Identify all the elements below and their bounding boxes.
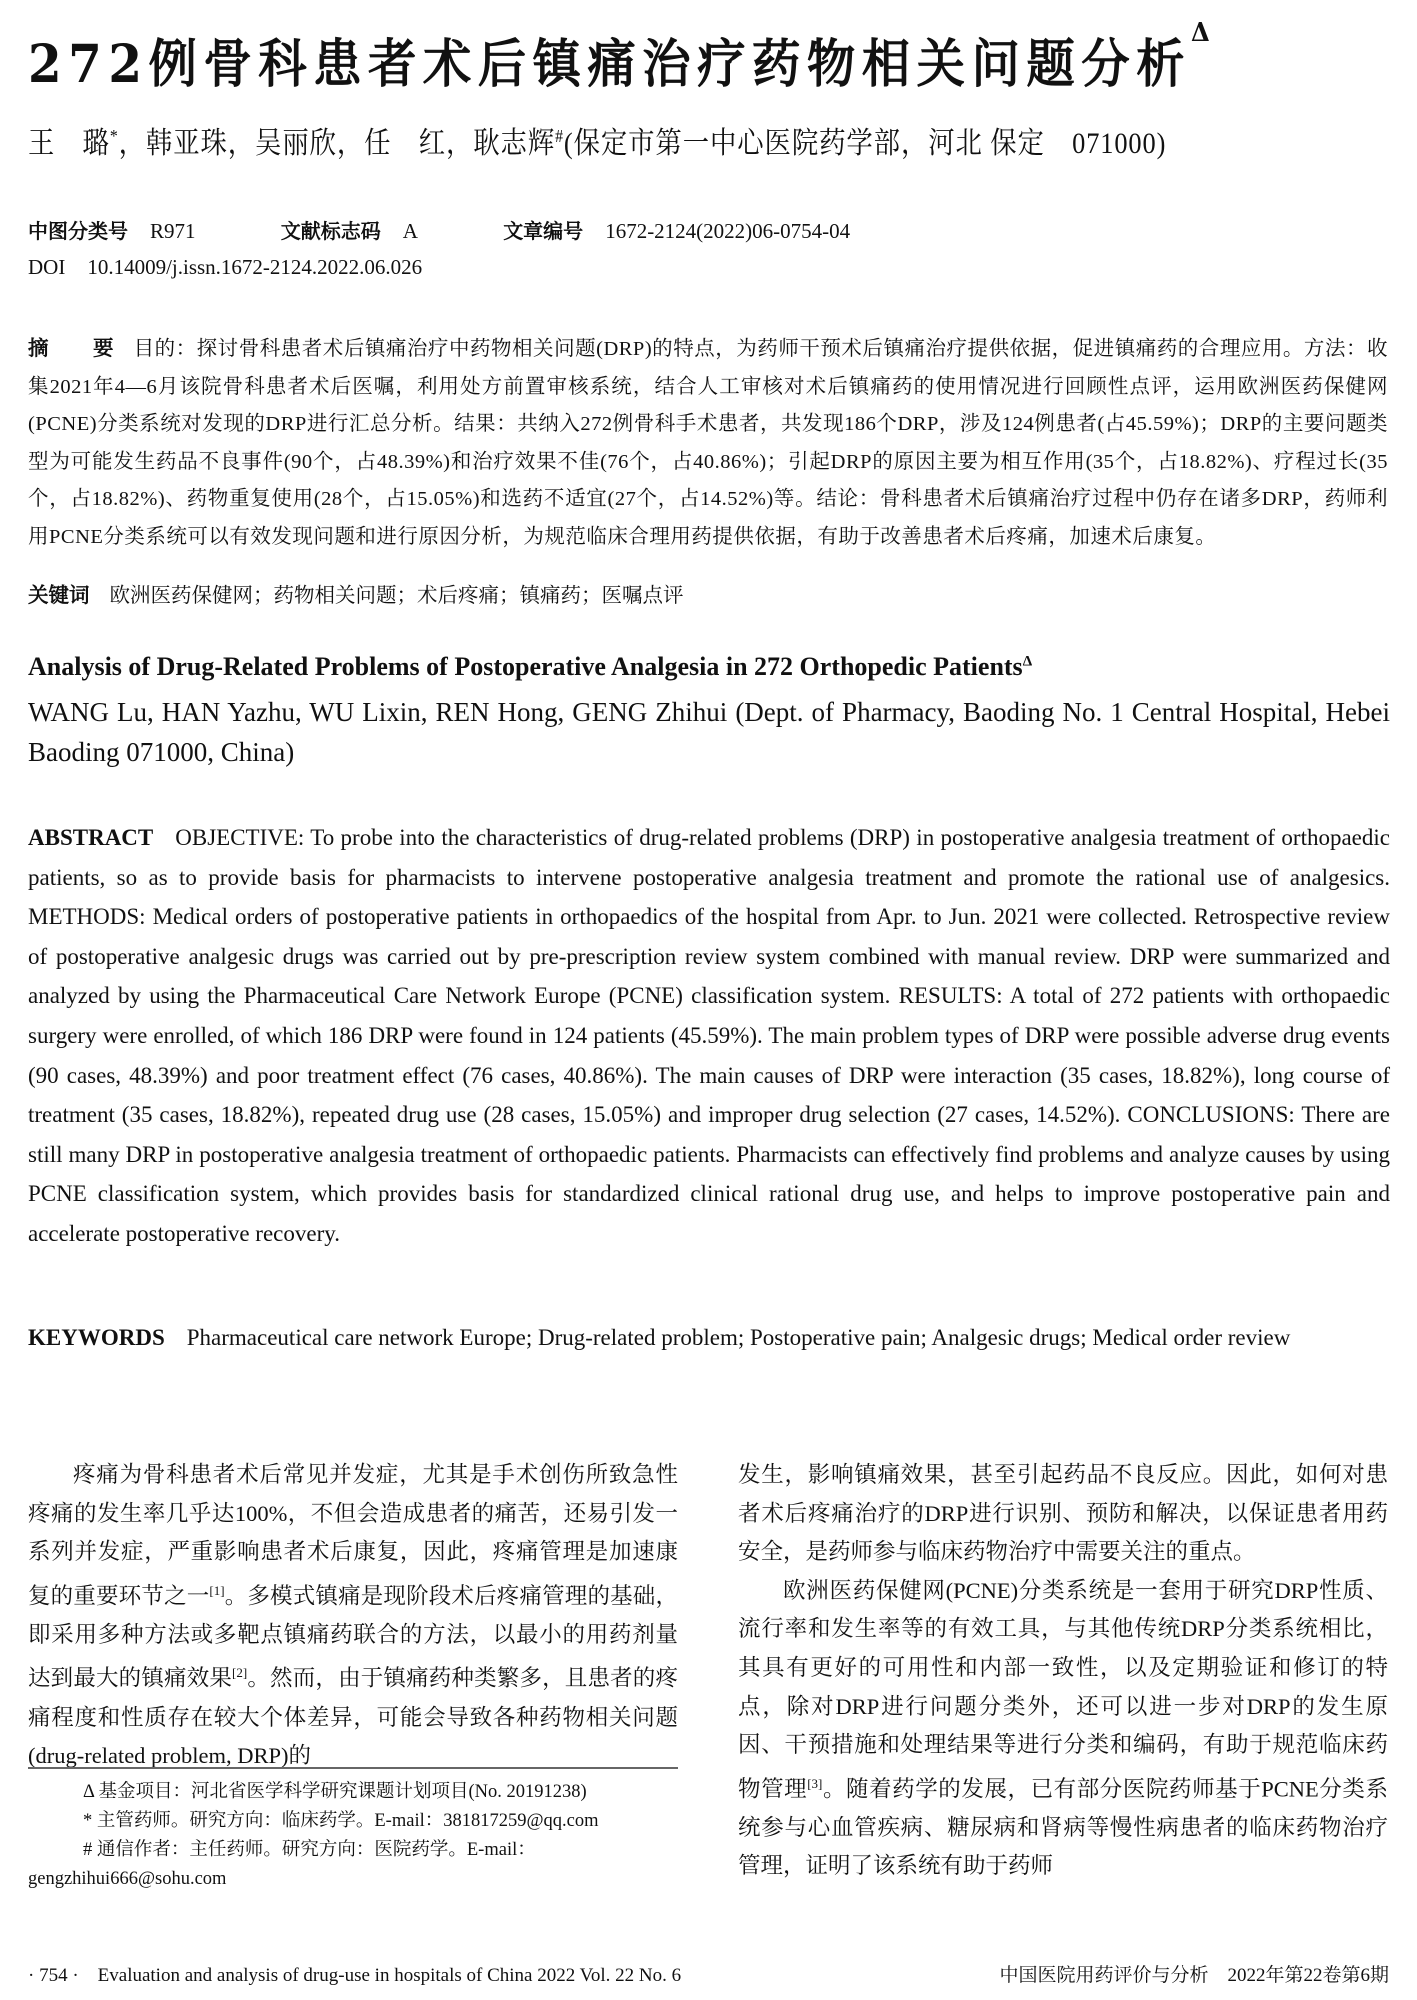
doc-code-label: 文献标志码 — [280, 219, 381, 243]
affiliation-cn: (保定市第一中心医院药学部，河北 保定 071000) — [563, 127, 1167, 160]
body-column-right — [738, 1456, 1388, 1886]
paragraph — [28, 1456, 678, 1776]
footnote-divider — [28, 1767, 678, 1769]
body-column-left — [28, 1456, 678, 1776]
article-title-en — [28, 652, 1032, 682]
keywords-cn-text: 欧洲医药保健网；药物相关问题；术后疼痛；镇痛药；医嘱点评 — [109, 585, 684, 607]
author-first: 王 璐 — [28, 127, 110, 160]
footnote-first-author: * 主管药师。研究方向：临床药学。E-mail：381817259@qq.com — [83, 1811, 599, 1831]
footer-journal-cn: 中国医院用药评价与分析 2022年第22卷第6期 — [999, 1965, 1389, 1986]
keywords-en — [28, 1318, 1390, 1358]
classification-row — [28, 215, 850, 244]
article-title-cn — [28, 18, 1210, 97]
authors-cn — [28, 118, 1166, 162]
title-text: 272例骨科患者术后镇痛治疗药物相关问题分析 — [28, 34, 1192, 95]
clc-value: R971 — [150, 219, 196, 243]
keywords-cn-label: 关键词 — [28, 583, 90, 607]
footnote-corresponding: # 通信作者：主任药师。研究方向：医院药学。E-mail： — [83, 1840, 536, 1860]
author-mark-first: * — [109, 126, 119, 146]
abstract-cn — [28, 330, 1388, 556]
paragraph-text: 疼痛为骨科患者术后常见并发症，尤其是手术创伤所致急性疼痛的发生率几乎达100%，不但会造成患者的痛苦，还易引发一系列并发症，严重影响患者术后康复，因此，疼痛管理是加速康复的重要环节之一 — [28, 1462, 678, 1609]
author-list: ，韩亚珠，吴丽欣，任 红，耿志辉 — [118, 127, 556, 160]
paragraph-text: 。然而，由于镇痛药种类繁多，且患者的疼痛程度和性质存在较大个体差异，可能会导致各种药物相关问题(drug-related problem, DRP)的 — [28, 1665, 678, 1769]
citation-2[interactable]: [2] — [232, 1665, 248, 1681]
paragraph: 发生，影响镇痛效果，甚至引起药品不良反应。因此，如何对患者术后疼痛治疗的DRP进行识别、预防和解决，以保证患者用药安全，是药师参与临床药物治疗中需要关注的重点。 — [738, 1462, 1388, 1565]
abstract-en-label: ABSTRACT — [28, 825, 154, 850]
title-en-text: Analysis of Drug-Related Problems of Postoperative Analgesia in 272 Orthopedic Patients — [28, 652, 1023, 681]
footer-journal-en: · 754 · Evaluation and analysis of drug-use in hospitals of China 2022 Vol. 22 No. 6 — [28, 1965, 682, 1986]
paragraph-text: 。随着药学的发展，已有部分医院药师基于PCNE分类系统参与心血管疾病、糖尿病和肾病等慢性病患者的临床药物治疗管理，证明了该系统有助于药师 — [738, 1776, 1388, 1879]
fund-mark: Δ — [1191, 18, 1210, 48]
keywords-cn — [28, 578, 684, 608]
footnote-corresponding-email[interactable]: gengzhihui666@sohu.com — [28, 1869, 227, 1889]
authors-en: WANG Lu, HAN Yazhu, WU Lixin, REN Hong, GENG Zhihui (Dept. of Pharmacy, Baoding No. 1 Central Hospital, Hebei Baoding 071000, China) — [28, 697, 1390, 767]
doc-code-value: A — [402, 219, 418, 243]
citation-1[interactable]: [1] — [209, 1582, 225, 1598]
doi-value[interactable]: 10.14009/j.issn.1672-2124.2022.06.026 — [87, 255, 423, 279]
citation-3[interactable]: [3] — [807, 1775, 823, 1791]
clc-label: 中图分类号 — [28, 219, 128, 243]
footnotes — [28, 1778, 678, 1894]
paragraph — [738, 1572, 1388, 1886]
article-no-label: 文章编号 — [503, 219, 584, 243]
keywords-en-label: KEYWORDS — [28, 1325, 165, 1350]
fund-mark-en: Δ — [1022, 653, 1033, 670]
author-mark-corresponding: # — [555, 126, 564, 146]
doi-label: DOI — [28, 255, 66, 279]
keywords-en-text: Pharmaceutical care network Europe; Drug-related problem; Postoperative pain; Analgesic drugs; Medical order review — [186, 1325, 1291, 1350]
footnote-fund: Δ 基金项目：河北省医学科学研究课题计划项目(No. 20191238) — [83, 1782, 587, 1802]
abstract-cn-label: 摘 要 — [28, 336, 126, 360]
paragraph-text: 。多模式镇痛是现阶段术后疼痛管理的基础，即采用多种方法或多靶点镇痛药联合的方法，以最小的用药剂量达到最大的镇痛效果 — [28, 1583, 678, 1691]
abstract-en-text: OBJECTIVE: To probe into the characteristics of drug-related problems (DRP) in postoperative analgesia treatment of orthopaedic patients, so as to provide basis for pharmacists to intervene postoperative analgesia treatment and promote the rational use of analgesics. METHODS: Medical orders of postoperative patients in orthopaedics of the hospital from Apr. to Jun. 2021 were collected. Retrospective review of postoperative analgesic drugs was carried out by pre-prescription review system combined with manual review. DRP were summarized and analyzed by using the Pharmaceutical Care Network Europe (PCNE) classification system. RESULTS: A total of 272 patients with orthopaedic surgery were enrolled, of which 186 DRP were found in 124 patients (45.59%). The main problem types of DRP were possible adverse drug events (90 cases, 48.39%) and poor treatment effect (76 cases, 40.86%). The main causes of DRP were interaction (35 cases, 18.82%), long course of treatment (35 cases, 18.82%), repeated drug use (28 cases, 15.05%) and improper drug selection (27 cases, 14.52%). CONCLUSIONS: There are still many DRP in postoperative analgesia treatment of orthopaedic patients. Pharmacists can effectively find problems and analyze causes by using PCNE classification system, which provides basis for standardized clinical rational drug use, and helps to improve postoperative pain and accelerate postoperative recovery. — [28, 825, 1390, 1246]
abstract-en — [28, 818, 1390, 1254]
abstract-cn-text: 目的：探讨骨科患者术后镇痛治疗中药物相关问题(DRP)的特点，为药师干预术后镇痛治疗提供依据，促进镇痛药的合理应用。方法：收集2021年4—6月该院骨科患者术后医嘱，利用处方前置审核系统，结合人工审核对术后镇痛药的使用情况进行回顾性点评，运用欧洲医药保健网(PCNE)分类系统对发现的DRP进行汇总分析。结果：共纳入272例骨科手术患者，共发现186个DRP，涉及124例患者(占45.59%)；DRP的主要问题类型为可能发生药品不良事件(90个，占48.39%)和治疗效果不佳(76个，占40.86%)；引起DRP的原因主要为相互作用(35个，占18.82%)、疗程过长(35个，占18.82%)、药物重复使用(28个，占15.05%)和选药不适宜(27个，占14.52%)等。结论：骨科患者术后镇痛治疗过程中仍存在诸多DRP，药师利用PCNE分类系统可以有效发现问题和进行原因分析，为规范临床合理用药提供依据，有助于改善患者术后疼痛，加速术后康复。 — [28, 338, 1389, 548]
doi-row — [28, 255, 422, 280]
paragraph-text: 欧洲医药保健网(PCNE)分类系统是一套用于研究DRP性质、流行率和发生率等的有效工具，与其他传统DRP分类系统相比，其具有更好的可用性和内部一致性，以及定期验证和修订的特点，除对DRP进行问题分类外，还可以进一步对DRP的发生原因、干预措施和处理结果等进行分类和编码，有助于规范临床药物管理 — [738, 1577, 1388, 1802]
article-no-value: 1672-2124(2022)06-0754-04 — [605, 219, 851, 243]
